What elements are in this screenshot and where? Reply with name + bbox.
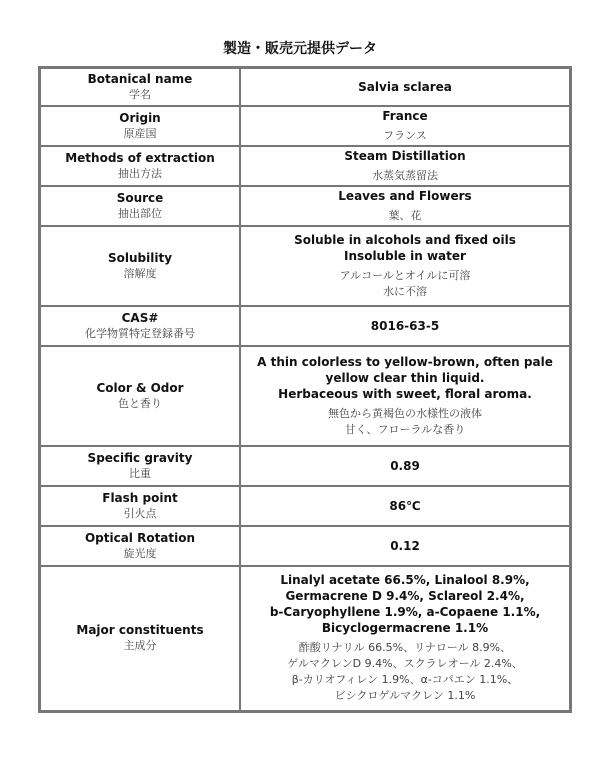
- row-label: [40, 146, 241, 186]
- row-value: [240, 146, 571, 186]
- value-ja: 無色から黄褐色の水様性の液体: [328, 406, 482, 420]
- table-row: [40, 566, 571, 712]
- row-value: [240, 306, 571, 346]
- table-row: [40, 186, 571, 226]
- value-en: 0.89: [390, 458, 420, 473]
- value-ja: 酢酸リナリル 66.5%、リナロール 8.9%、: [298, 641, 512, 655]
- label-ja: 抽出部位: [118, 206, 162, 220]
- row-value: [240, 68, 571, 106]
- row-label: [40, 106, 241, 146]
- table-row: [40, 226, 571, 306]
- label-en: Botanical name: [87, 71, 193, 86]
- row-label: [40, 68, 241, 106]
- label-ja: 比重: [129, 466, 151, 480]
- table-row: [40, 106, 571, 146]
- label-ja: 化学物質特定登録番号: [85, 326, 195, 340]
- value-en: France: [382, 108, 428, 123]
- row-label: [40, 346, 241, 446]
- value-ja: 水蒸気蒸留法: [372, 168, 438, 182]
- row-label: [40, 566, 241, 712]
- value-en: 8016-63-5: [370, 318, 440, 333]
- value-en: 0.12: [390, 538, 420, 553]
- row-label: [40, 226, 241, 306]
- row-value: [240, 526, 571, 566]
- label-en: Solubility: [107, 250, 173, 265]
- label-en: CAS#: [121, 310, 159, 325]
- label-ja: 主成分: [123, 639, 157, 653]
- table-row: [40, 446, 571, 486]
- table-row: [40, 146, 571, 186]
- value-en: Linalyl acetate 66.5%, Linalool 8.9%,: [280, 573, 530, 588]
- label-ja: 原産国: [123, 126, 157, 140]
- value-ja: β-カリオフィレン 1.9%、α-コパエン 1.1%、: [291, 673, 519, 687]
- value-en: Germacrene D 9.4%, Sclareol 2.4%,: [285, 589, 525, 604]
- value-en: Insoluble in water: [344, 248, 466, 263]
- value-ja: 水に不溶: [383, 284, 427, 298]
- table-row: [40, 526, 571, 566]
- value-ja: 葉、花: [388, 208, 422, 222]
- row-label: [40, 526, 241, 566]
- label-ja: 旋光度: [123, 546, 157, 560]
- label-en: Major constituents: [76, 623, 204, 638]
- value-en: Steam Distillation: [344, 148, 466, 163]
- page-title: 製造・販売元提供データ: [223, 41, 377, 57]
- row-value: [240, 106, 571, 146]
- row-value: [240, 346, 571, 446]
- value-ja: フランス: [383, 128, 427, 142]
- label-en: Methods of extraction: [65, 150, 215, 165]
- table-row: [40, 486, 571, 526]
- label-ja: 引火点: [123, 506, 157, 520]
- label-en: Origin: [119, 110, 161, 125]
- label-ja: 学名: [129, 87, 151, 101]
- row-label: [40, 186, 241, 226]
- value-en: b-Caryophyllene 1.9%, a-Copaene 1.1%,: [269, 605, 541, 620]
- data-table: [38, 66, 572, 713]
- value-ja: ゲルマクレンD 9.4%、スクラレオール 2.4%、: [287, 657, 523, 671]
- row-value: [240, 486, 571, 526]
- row-label: [40, 486, 241, 526]
- value-ja: ビシクロゲルマクレン 1.1%: [334, 689, 476, 703]
- value-en: Herbaceous with sweet, floral aroma.: [278, 386, 532, 401]
- value-ja: アルコールとオイルに可溶: [339, 268, 471, 282]
- row-value: [240, 566, 571, 712]
- row-value: [240, 446, 571, 486]
- label-en: Color & Odor: [96, 380, 184, 395]
- table-row: [40, 68, 571, 106]
- value-en: Bicyclogermacrene 1.1%: [321, 621, 489, 636]
- row-value: [240, 186, 571, 226]
- label-en: Optical Rotation: [84, 530, 196, 545]
- row-label: [40, 446, 241, 486]
- label-ja: 溶解度: [123, 266, 157, 280]
- row-value: [240, 226, 571, 306]
- value-en: Soluble in alcohols and fixed oils: [294, 232, 516, 247]
- value-ja: 甘く、フローラルな香り: [344, 422, 466, 436]
- value-en: Salvia sclarea: [358, 79, 452, 94]
- value-en: 86℃: [389, 498, 421, 513]
- label-ja: 抽出方法: [118, 166, 162, 180]
- row-label: [40, 306, 241, 346]
- value-en: yellow clear thin liquid.: [325, 370, 485, 385]
- label-en: Specific gravity: [87, 450, 193, 465]
- table-row: [40, 306, 571, 346]
- value-en: A thin colorless to yellow-brown, often pale: [257, 354, 553, 369]
- value-en: Leaves and Flowers: [338, 188, 472, 203]
- label-ja: 色と香り: [118, 396, 162, 410]
- label-en: Source: [116, 190, 164, 205]
- table-row: [40, 346, 571, 446]
- label-en: Flash point: [102, 490, 178, 505]
